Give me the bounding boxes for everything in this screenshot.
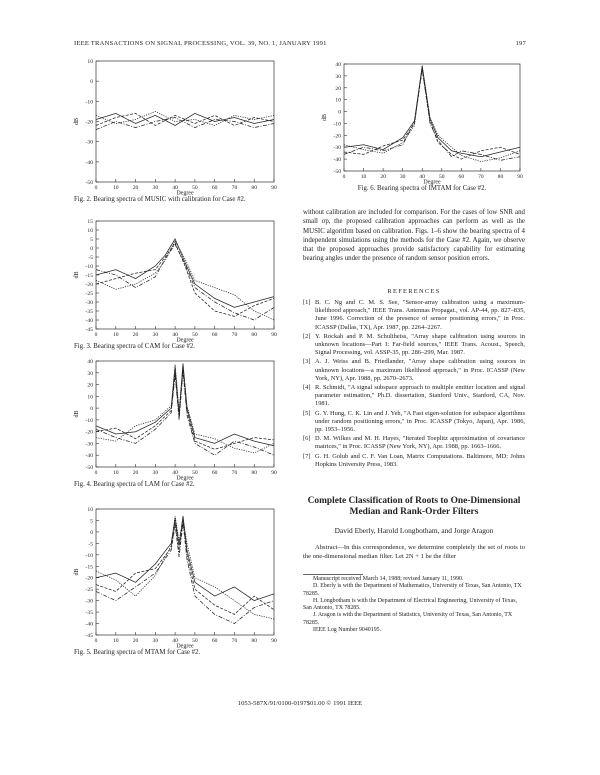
y-tick-label: -30	[85, 139, 93, 146]
footnotes	[303, 576, 525, 634]
y-tick-label: 10	[335, 97, 341, 104]
y-tick-label: -10	[85, 552, 93, 559]
x-tick-label: 60	[211, 185, 218, 191]
y-tick-label: 10	[87, 507, 93, 513]
reference-text: B. C. Ng and C. M. S. See, "Sensor-array calibration using a maximum-likelihood approach," IEEE Trans. Antennas Propagat., vol. AP-44, pp. 827–835, June 1996. Correction of the presence of sensor positioning errors," in Proc. ICASSP (Dallas, TX), Apr. 1987, pp. 2264–2267.	[315, 299, 525, 331]
y-tick-label: -20	[85, 282, 93, 288]
x-tick-label: 10	[112, 332, 119, 338]
y-tick-label: -30	[85, 441, 93, 448]
x-tick-label: 0	[94, 185, 98, 191]
reference-text: D. M. Wilkes and M. H. Hayes, "Iterated Toeplitz approximation of covariance matrices," in Proc. ICASSP (New York, NY), Apr. 1988, pp. 1663–1666.	[315, 435, 525, 451]
x-tick-label: 20	[380, 174, 386, 180]
y-tick-label: -30	[85, 300, 93, 306]
x-tick-label: 30	[399, 174, 406, 180]
y-axis-label: dB	[322, 113, 328, 122]
series-line-1	[96, 516, 274, 601]
reference-text: R. Schmidt, "A signal subspace approach to multiple emitter location and signal parameter estimation," Ph.D. dissertation, Stanford Univ., Stanford, CA, Nov. 1981.	[315, 384, 525, 408]
y-tick-label: -10	[85, 264, 93, 270]
plot-frame	[344, 64, 520, 171]
plot-frame	[96, 221, 274, 329]
x-tick-label: 90	[517, 174, 523, 180]
fig5-chart	[74, 503, 276, 648]
series-line-2	[96, 369, 274, 449]
y-tick-label: -20	[85, 429, 93, 436]
x-axis-label: Degree	[176, 643, 194, 650]
y-tick-label: -40	[85, 318, 93, 324]
footnote-line: H. Longbotham is with the Department of Electrical Engineering, University of Texas, San Antonio, TX 78285.	[303, 597, 517, 612]
reference-number: [7]	[303, 452, 311, 460]
plot-frame	[96, 361, 274, 467]
y-tick-label: 15	[87, 219, 93, 225]
y-tick-label: 40	[335, 62, 341, 68]
x-tick-label: 50	[192, 332, 198, 338]
footnote-line: Manuscript received March 14, 1988; revised January 11, 1990.	[313, 576, 464, 582]
y-tick-label: 0	[90, 246, 93, 252]
article-title: Complete Classification of Roots to One-Dimensional Median and Rank-Order Filters	[307, 496, 521, 517]
y-tick-label: -20	[333, 133, 341, 140]
fig5-caption: Fig. 5. Bearing spectra of MTAM for Case #2.	[74, 649, 201, 656]
y-tick-label: 10	[87, 59, 93, 65]
reference-number: [4]	[303, 384, 311, 392]
reference-item	[303, 435, 525, 451]
x-tick-label: 20	[132, 638, 139, 644]
reference-text: G. Y. Hung, C. K. Lin and J. Yeh, "A Fast eigen-solution for subspace algorithms under random positioning errors," in Proc. ICASSP (Tokyo, Japan), Apr. 1986, pp. 1953–1956.	[315, 409, 525, 434]
reference-item	[303, 453, 525, 469]
x-tick-label: 70	[231, 332, 238, 338]
copyright-footer: 1053-587X/91/0100-0197$01.00 © 1991 IEEE	[237, 700, 363, 707]
y-tick-label: 5	[90, 237, 93, 243]
x-tick-label: 10	[360, 174, 367, 180]
article-header	[303, 496, 525, 561]
y-tick-label: -25	[85, 587, 93, 594]
y-axis-label: dB	[74, 410, 80, 418]
x-tick-label: 80	[251, 470, 258, 476]
y-tick-label: 10	[87, 394, 93, 401]
figure-4	[74, 355, 314, 489]
x-tick-label: 40	[172, 332, 178, 338]
x-tick-label: 60	[458, 174, 465, 180]
y-tick-label: -20	[85, 119, 93, 126]
footnote-line: IEEE Log Number 9040195.	[313, 627, 382, 634]
reference-number: [1]	[303, 299, 311, 306]
x-tick-label: 70	[231, 638, 238, 644]
article-abstract: Abstract—In this correspondence, we determine completely the set of roots to the one-dimensional median filter. Let 2N + 1 be the filter	[303, 544, 525, 560]
footnote-line: D. Eberly is with the Department of Mathematics, University of Texas, San Antonio, TX 78285.	[303, 583, 522, 597]
x-tick-label: 70	[231, 470, 238, 476]
reference-item	[303, 299, 525, 332]
x-tick-label: 0	[342, 174, 346, 180]
reference-item	[303, 358, 525, 383]
running-header	[74, 40, 526, 47]
y-tick-label: 0	[90, 529, 93, 536]
series-line-2	[96, 243, 274, 317]
y-axis-label: dB	[74, 568, 80, 576]
series-line-3	[96, 516, 274, 619]
y-tick-label: -30	[333, 145, 341, 152]
reference-text: A. J. Weiss and B. Friedlander, "Array shape calibration using sources in unknown locations—a maximum likelihood approach," in Proc. ICASSP (New York, NY), Apr. 1988, pp. 2670–2673.	[315, 358, 525, 382]
y-tick-label: 20	[87, 382, 93, 389]
figure-3	[74, 215, 314, 351]
y-tick-label: -45	[85, 633, 93, 639]
y-tick-label: -40	[333, 157, 341, 164]
x-tick-label: 60	[211, 638, 218, 644]
x-tick-label: 20	[132, 470, 139, 476]
x-tick-label: 60	[211, 332, 218, 338]
x-tick-label: 20	[132, 185, 139, 191]
x-tick-label: 30	[152, 332, 159, 338]
x-tick-label: 80	[251, 185, 258, 191]
x-tick-label: 10	[112, 470, 119, 476]
x-tick-label: 0	[94, 638, 98, 644]
y-tick-label: 0	[90, 79, 93, 86]
x-tick-label: 80	[251, 638, 258, 644]
series-line-2	[344, 70, 520, 159]
footnote-line: J. Aragon is with the Department of Statistics, University of Texas, San Antonio, TX 78285.	[303, 612, 513, 626]
y-tick-label: -5	[88, 255, 93, 261]
x-tick-label: 90	[271, 470, 277, 476]
x-tick-label: 30	[152, 638, 159, 644]
x-tick-label: 50	[192, 470, 198, 476]
x-tick-label: 90	[271, 638, 277, 644]
y-tick-label: -10	[85, 417, 93, 424]
journal-header: IEEE TRANSACTIONS ON SIGNAL PROCESSING, VOL. 39, NO. 1, JANUARY 1991	[74, 40, 327, 47]
x-tick-label: 10	[112, 638, 119, 644]
y-tick-label: -30	[85, 598, 93, 605]
reference-text: Y. Rockah and P. M. Schultheiss, "Array shape calibration using sources in unknown locations—Part I: Far-field sources," IEEE Trans. Acoust., Speech, Signal Processing, vol. ASSP-35, pp. 286–299, Mar. 1987.	[315, 332, 525, 357]
fig3-chart	[74, 215, 276, 342]
y-tick-label: 30	[87, 370, 93, 377]
x-tick-label: 70	[231, 185, 238, 191]
fig2-caption: Fig. 2. Bearing spectra of MUSIC with calibration for Case #2.	[74, 196, 246, 203]
y-tick-label: 0	[338, 109, 341, 116]
fig4-chart	[74, 355, 276, 480]
references-section	[303, 288, 525, 470]
x-tick-label: 0	[94, 332, 98, 338]
x-tick-label: 40	[172, 185, 178, 191]
series-line-4	[96, 244, 274, 320]
reference-number: [2]	[303, 332, 311, 340]
plot-frame	[96, 509, 274, 635]
x-tick-label: 50	[192, 185, 198, 191]
reference-item	[303, 410, 525, 435]
x-axis-label: Degree	[423, 179, 441, 186]
x-tick-label: 70	[478, 174, 484, 180]
y-tick-label: -25	[85, 291, 93, 297]
y-tick-label: -35	[85, 610, 93, 617]
y-tick-label: -15	[85, 273, 93, 279]
x-axis-label: Degree	[176, 337, 194, 344]
series-line-1	[96, 239, 274, 307]
body-paragraph: without calibration are included for comparison. For the cases of low SNR and small σp, the proposed calibration approaches can perform as well as the MUSIC algorithm based on calibration. Figs. 1–6 show the bearing spectra of 4 independent simulations using the methods for the Case #2. Again, we observe that the proposed approaches provide satisfactory capability for estimating bearing angles under the presence of random sensor position errors.	[303, 209, 525, 263]
series-line-3	[96, 111, 274, 125]
y-tick-label: -35	[85, 309, 93, 315]
y-tick-label: -40	[85, 621, 93, 628]
y-tick-label: -40	[85, 453, 93, 460]
y-tick-label: -10	[85, 99, 93, 106]
x-axis-label: Degree	[176, 475, 194, 482]
series-line-3	[344, 65, 520, 161]
y-tick-label: -5	[88, 541, 93, 548]
footnote-rule	[303, 574, 363, 575]
x-tick-label: 30	[152, 185, 159, 191]
x-tick-label: 50	[438, 174, 445, 180]
x-tick-label: 50	[192, 638, 198, 644]
y-tick-label: 20	[335, 85, 341, 92]
y-tick-label: -50	[85, 180, 93, 186]
reference-text: G. H. Golub and C. F. Van Loan, Matrix Computations. Baltimore, MD: Johns Hopkins University Press, 1983.	[315, 452, 525, 468]
fig6-caption: Fig. 6. Bearing spectra of IMTAM for Case #2.	[357, 185, 487, 192]
figure-2	[74, 55, 314, 204]
fig4-caption: Fig. 4. Bearing spectra of LAM for Case #2.	[74, 481, 195, 488]
series-line-1	[344, 66, 520, 156]
y-tick-label: -50	[333, 169, 341, 175]
x-tick-label: 80	[251, 332, 258, 338]
y-tick-label: 0	[90, 406, 93, 413]
x-tick-label: 40	[172, 470, 178, 476]
x-tick-label: 30	[152, 470, 159, 476]
y-tick-label: -40	[85, 159, 93, 166]
x-tick-label: 40	[172, 638, 178, 644]
series-line-1	[96, 363, 274, 445]
series-line-4	[96, 523, 274, 624]
fig6-chart	[322, 58, 522, 184]
series-line-3	[96, 241, 274, 320]
y-tick-label: -10	[333, 121, 341, 128]
figure-6	[322, 58, 522, 193]
y-tick-label: -50	[85, 465, 93, 471]
page-number: 197	[515, 40, 526, 47]
y-axis-label: dB	[74, 117, 80, 126]
fig3-caption: Fig. 3. Bearing spectra of CAM for Case #2.	[74, 343, 195, 350]
y-tick-label: 40	[87, 359, 93, 365]
x-tick-label: 90	[271, 185, 277, 191]
y-tick-label: 5	[90, 518, 93, 525]
figure-5	[74, 503, 314, 657]
reference-number: [3]	[303, 358, 311, 366]
x-tick-label: 40	[419, 174, 426, 180]
series-line-2	[96, 521, 274, 615]
y-tick-label: 10	[87, 228, 93, 234]
fig2-chart	[74, 55, 276, 195]
references-heading: REFERENCES	[387, 288, 441, 295]
series-line-1	[96, 113, 274, 125]
y-tick-label: -15	[85, 564, 93, 571]
y-tick-label: -45	[85, 327, 93, 333]
article-authors: David Eberly, Harold Longbotham, and Jorge Aragon	[334, 526, 494, 535]
x-tick-label: 20	[132, 332, 139, 338]
reference-item	[303, 333, 525, 358]
reference-list	[303, 299, 525, 469]
reference-item	[303, 384, 525, 409]
reference-number: [6]	[303, 435, 311, 443]
x-tick-label: 90	[271, 332, 277, 338]
y-axis-label: dB	[74, 271, 80, 279]
y-tick-label: -20	[85, 575, 93, 582]
x-tick-label: 0	[94, 470, 98, 476]
x-tick-label: 60	[211, 470, 218, 476]
x-tick-label: 10	[112, 185, 119, 191]
y-tick-label: 30	[335, 73, 341, 80]
reference-number: [5]	[303, 409, 311, 417]
x-tick-label: 80	[497, 174, 504, 180]
x-axis-label: Degree	[176, 190, 194, 197]
